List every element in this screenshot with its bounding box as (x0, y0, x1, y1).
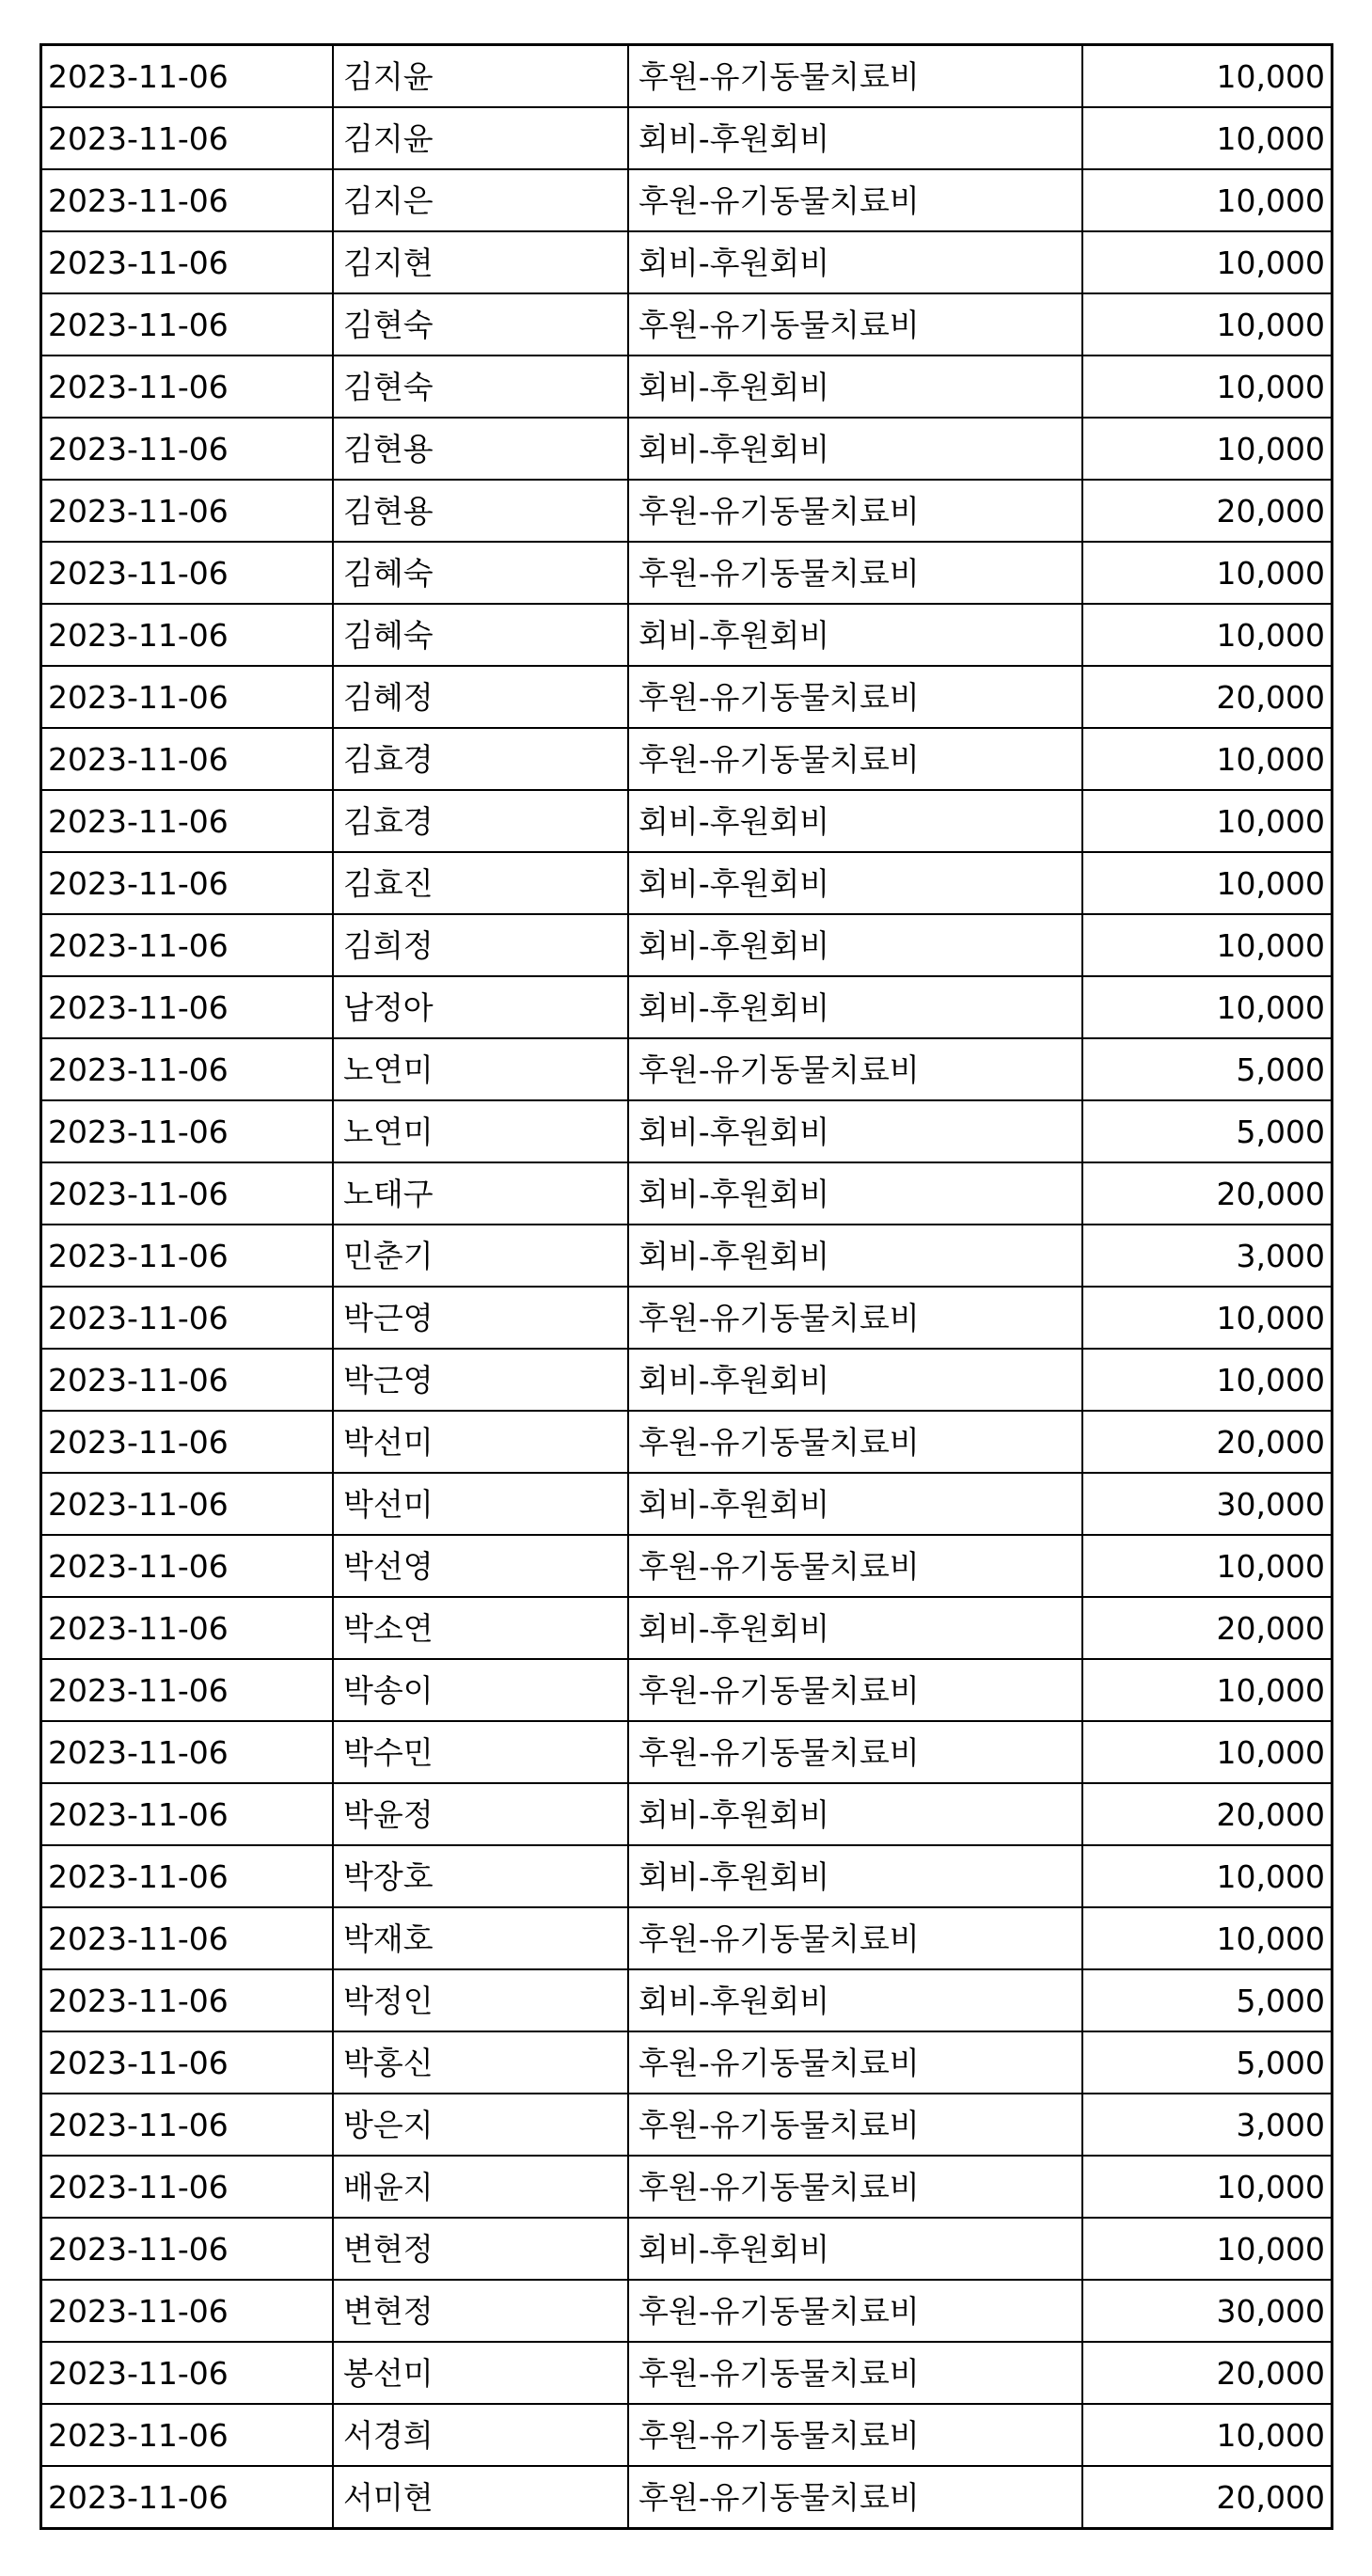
category-cell: 후원-유기동물치료비 (628, 169, 1082, 231)
date-cell: 2023-11-06 (41, 666, 334, 728)
amount-cell: 10,000 (1082, 418, 1333, 480)
table-row (41, 1162, 1333, 1225)
category-cell: 회비-후원회비 (628, 852, 1082, 914)
category-cell: 회비-후원회비 (628, 914, 1082, 976)
donor-name-cell: 박정인 (333, 1969, 628, 2031)
date-cell: 2023-11-06 (41, 1721, 334, 1783)
table-row (41, 418, 1333, 480)
category-cell: 후원-유기동물치료비 (628, 2094, 1082, 2156)
donor-name-cell: 김현용 (333, 418, 628, 480)
category-cell: 회비-후원회비 (628, 2218, 1082, 2280)
amount-cell: 10,000 (1082, 1287, 1333, 1349)
donor-name-cell: 김지윤 (333, 107, 628, 169)
donor-name-cell: 박선영 (333, 1535, 628, 1597)
category-cell: 회비-후원회비 (628, 107, 1082, 169)
category-cell: 회비-후원회비 (628, 1845, 1082, 1907)
date-cell: 2023-11-06 (41, 2218, 334, 2280)
date-cell: 2023-11-06 (41, 1100, 334, 1162)
date-cell: 2023-11-06 (41, 1411, 334, 1473)
donor-name-cell: 변현정 (333, 2280, 628, 2342)
category-cell: 후원-유기동물치료비 (628, 2404, 1082, 2466)
amount-cell: 10,000 (1082, 604, 1333, 666)
donor-name-cell: 남정아 (333, 976, 628, 1038)
amount-cell: 10,000 (1082, 1721, 1333, 1783)
table-row (41, 2094, 1333, 2156)
category-cell: 회비-후원회비 (628, 1162, 1082, 1225)
amount-cell: 10,000 (1082, 169, 1333, 231)
donor-name-cell: 서경희 (333, 2404, 628, 2466)
date-cell: 2023-11-06 (41, 2094, 334, 2156)
donor-name-cell: 김지은 (333, 169, 628, 231)
amount-cell: 10,000 (1082, 2404, 1333, 2466)
donor-name-cell: 박장호 (333, 1845, 628, 1907)
date-cell: 2023-11-06 (41, 1969, 334, 2031)
table-row (41, 1225, 1333, 1287)
amount-cell: 20,000 (1082, 1411, 1333, 1473)
donor-name-cell: 박송이 (333, 1659, 628, 1721)
donor-name-cell: 김혜숙 (333, 604, 628, 666)
donor-name-cell: 김혜정 (333, 666, 628, 728)
category-cell: 회비-후원회비 (628, 976, 1082, 1038)
table-row (41, 2218, 1333, 2280)
table-row (41, 1721, 1333, 1783)
table-row (41, 666, 1333, 728)
category-cell: 후원-유기동물치료비 (628, 293, 1082, 356)
table-row (41, 169, 1333, 231)
amount-cell: 10,000 (1082, 107, 1333, 169)
category-cell: 후원-유기동물치료비 (628, 1411, 1082, 1473)
category-cell: 회비-후원회비 (628, 790, 1082, 852)
amount-cell: 10,000 (1082, 2218, 1333, 2280)
category-cell: 후원-유기동물치료비 (628, 666, 1082, 728)
donor-name-cell: 김효경 (333, 790, 628, 852)
donor-name-cell: 봉선미 (333, 2342, 628, 2404)
category-cell: 회비-후원회비 (628, 604, 1082, 666)
amount-cell: 20,000 (1082, 666, 1333, 728)
table-row (41, 2031, 1333, 2094)
amount-cell: 5,000 (1082, 1100, 1333, 1162)
donor-name-cell: 박재호 (333, 1907, 628, 1969)
donor-name-cell: 박소연 (333, 1597, 628, 1659)
category-cell: 후원-유기동물치료비 (628, 542, 1082, 604)
donor-name-cell: 김현숙 (333, 356, 628, 418)
category-cell: 후원-유기동물치료비 (628, 2156, 1082, 2218)
category-cell: 회비-후원회비 (628, 231, 1082, 293)
amount-cell: 10,000 (1082, 2156, 1333, 2218)
category-cell: 후원-유기동물치료비 (628, 1287, 1082, 1349)
amount-cell: 5,000 (1082, 2031, 1333, 2094)
date-cell: 2023-11-06 (41, 1473, 334, 1535)
table-row (41, 480, 1333, 542)
amount-cell: 10,000 (1082, 1907, 1333, 1969)
amount-cell: 10,000 (1082, 293, 1333, 356)
donor-name-cell: 노연미 (333, 1100, 628, 1162)
ledger-body (41, 45, 1333, 2529)
table-row (41, 1969, 1333, 2031)
donor-name-cell: 민춘기 (333, 1225, 628, 1287)
donor-name-cell: 서미현 (333, 2466, 628, 2529)
date-cell: 2023-11-06 (41, 45, 334, 108)
donor-name-cell: 박윤정 (333, 1783, 628, 1845)
category-cell: 후원-유기동물치료비 (628, 45, 1082, 108)
date-cell: 2023-11-06 (41, 2156, 334, 2218)
amount-cell: 3,000 (1082, 1225, 1333, 1287)
date-cell: 2023-11-06 (41, 1597, 334, 1659)
amount-cell: 10,000 (1082, 976, 1333, 1038)
table-row (41, 1535, 1333, 1597)
donor-name-cell: 김지현 (333, 231, 628, 293)
table-row (41, 1907, 1333, 1969)
date-cell: 2023-11-06 (41, 914, 334, 976)
date-cell: 2023-11-06 (41, 1659, 334, 1721)
date-cell: 2023-11-06 (41, 2404, 334, 2466)
category-cell: 후원-유기동물치료비 (628, 1038, 1082, 1100)
category-cell: 후원-유기동물치료비 (628, 728, 1082, 790)
table-row (41, 1783, 1333, 1845)
table-row (41, 728, 1333, 790)
donor-name-cell: 박수민 (333, 1721, 628, 1783)
category-cell: 회비-후원회비 (628, 1783, 1082, 1845)
table-row (41, 1473, 1333, 1535)
date-cell: 2023-11-06 (41, 852, 334, 914)
category-cell: 후원-유기동물치료비 (628, 1659, 1082, 1721)
category-cell: 회비-후원회비 (628, 418, 1082, 480)
category-cell: 후원-유기동물치료비 (628, 2031, 1082, 2094)
table-row (41, 356, 1333, 418)
amount-cell: 30,000 (1082, 2280, 1333, 2342)
amount-cell: 10,000 (1082, 356, 1333, 418)
table-row (41, 604, 1333, 666)
date-cell: 2023-11-06 (41, 976, 334, 1038)
donor-name-cell: 박근영 (333, 1349, 628, 1411)
category-cell: 회비-후원회비 (628, 1225, 1082, 1287)
category-cell: 회비-후원회비 (628, 1473, 1082, 1535)
amount-cell: 3,000 (1082, 2094, 1333, 2156)
table-row (41, 1411, 1333, 1473)
donor-name-cell: 김효진 (333, 852, 628, 914)
donor-name-cell: 김현용 (333, 480, 628, 542)
donation-ledger-table (39, 43, 1333, 2530)
date-cell: 2023-11-06 (41, 1038, 334, 1100)
table-row (41, 914, 1333, 976)
date-cell: 2023-11-06 (41, 1535, 334, 1597)
table-row (41, 1100, 1333, 1162)
table-row (41, 542, 1333, 604)
category-cell: 후원-유기동물치료비 (628, 2342, 1082, 2404)
category-cell: 후원-유기동물치료비 (628, 480, 1082, 542)
table-row (41, 293, 1333, 356)
donor-name-cell: 변현정 (333, 2218, 628, 2280)
donor-name-cell: 박선미 (333, 1473, 628, 1535)
amount-cell: 10,000 (1082, 1535, 1333, 1597)
date-cell: 2023-11-06 (41, 2466, 334, 2529)
table-row (41, 2156, 1333, 2218)
amount-cell: 10,000 (1082, 1845, 1333, 1907)
amount-cell: 10,000 (1082, 1659, 1333, 1721)
table-row (41, 2466, 1333, 2529)
donor-name-cell: 김현숙 (333, 293, 628, 356)
category-cell: 회비-후원회비 (628, 1969, 1082, 2031)
category-cell: 회비-후원회비 (628, 1597, 1082, 1659)
table-row (41, 45, 1333, 108)
table-row (41, 1349, 1333, 1411)
amount-cell: 10,000 (1082, 542, 1333, 604)
donor-name-cell: 노태구 (333, 1162, 628, 1225)
date-cell: 2023-11-06 (41, 1349, 334, 1411)
amount-cell: 30,000 (1082, 1473, 1333, 1535)
donor-name-cell: 노연미 (333, 1038, 628, 1100)
table-row (41, 976, 1333, 1038)
table-row (41, 1597, 1333, 1659)
category-cell: 회비-후원회비 (628, 356, 1082, 418)
date-cell: 2023-11-06 (41, 1845, 334, 1907)
date-cell: 2023-11-06 (41, 231, 334, 293)
table-row (41, 852, 1333, 914)
date-cell: 2023-11-06 (41, 2280, 334, 2342)
donor-name-cell: 방은지 (333, 2094, 628, 2156)
donor-name-cell: 배윤지 (333, 2156, 628, 2218)
amount-cell: 20,000 (1082, 1597, 1333, 1659)
category-cell: 후원-유기동물치료비 (628, 2466, 1082, 2529)
table-row (41, 231, 1333, 293)
category-cell: 후원-유기동물치료비 (628, 1721, 1082, 1783)
amount-cell: 20,000 (1082, 2466, 1333, 2529)
date-cell: 2023-11-06 (41, 728, 334, 790)
date-cell: 2023-11-06 (41, 1783, 334, 1845)
amount-cell: 10,000 (1082, 852, 1333, 914)
date-cell: 2023-11-06 (41, 2342, 334, 2404)
table-row (41, 2280, 1333, 2342)
amount-cell: 10,000 (1082, 45, 1333, 108)
table-row (41, 1038, 1333, 1100)
donor-name-cell: 박홍신 (333, 2031, 628, 2094)
table-row (41, 790, 1333, 852)
amount-cell: 20,000 (1082, 2342, 1333, 2404)
amount-cell: 10,000 (1082, 914, 1333, 976)
table-row (41, 1659, 1333, 1721)
table-row (41, 1845, 1333, 1907)
category-cell: 후원-유기동물치료비 (628, 1907, 1082, 1969)
amount-cell: 10,000 (1082, 231, 1333, 293)
donor-name-cell: 김희정 (333, 914, 628, 976)
category-cell: 회비-후원회비 (628, 1349, 1082, 1411)
category-cell: 후원-유기동물치료비 (628, 2280, 1082, 2342)
date-cell: 2023-11-06 (41, 480, 334, 542)
date-cell: 2023-11-06 (41, 2031, 334, 2094)
table-row (41, 2404, 1333, 2466)
donor-name-cell: 박선미 (333, 1411, 628, 1473)
amount-cell: 20,000 (1082, 1162, 1333, 1225)
date-cell: 2023-11-06 (41, 1162, 334, 1225)
date-cell: 2023-11-06 (41, 169, 334, 231)
amount-cell: 5,000 (1082, 1038, 1333, 1100)
date-cell: 2023-11-06 (41, 293, 334, 356)
amount-cell: 20,000 (1082, 480, 1333, 542)
category-cell: 후원-유기동물치료비 (628, 1535, 1082, 1597)
donor-name-cell: 김혜숙 (333, 542, 628, 604)
amount-cell: 5,000 (1082, 1969, 1333, 2031)
date-cell: 2023-11-06 (41, 418, 334, 480)
amount-cell: 20,000 (1082, 1783, 1333, 1845)
date-cell: 2023-11-06 (41, 1287, 334, 1349)
amount-cell: 10,000 (1082, 790, 1333, 852)
date-cell: 2023-11-06 (41, 107, 334, 169)
donor-name-cell: 박근영 (333, 1287, 628, 1349)
table-row (41, 2342, 1333, 2404)
date-cell: 2023-11-06 (41, 1907, 334, 1969)
table-row (41, 107, 1333, 169)
amount-cell: 10,000 (1082, 1349, 1333, 1411)
donor-name-cell: 김지윤 (333, 45, 628, 108)
donor-name-cell: 김효경 (333, 728, 628, 790)
amount-cell: 10,000 (1082, 728, 1333, 790)
table-row (41, 1287, 1333, 1349)
date-cell: 2023-11-06 (41, 356, 334, 418)
date-cell: 2023-11-06 (41, 790, 334, 852)
date-cell: 2023-11-06 (41, 604, 334, 666)
category-cell: 회비-후원회비 (628, 1100, 1082, 1162)
date-cell: 2023-11-06 (41, 1225, 334, 1287)
date-cell: 2023-11-06 (41, 542, 334, 604)
